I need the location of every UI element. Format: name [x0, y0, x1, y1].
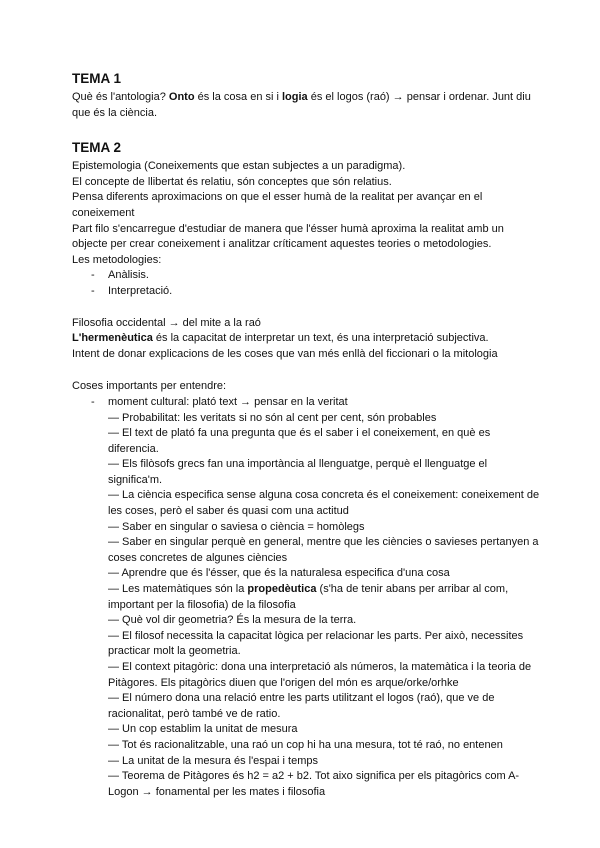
- method-label: Interpretació.: [108, 284, 173, 297]
- list-dash: -: [91, 395, 95, 408]
- coses-sub-item: — Saber en singular perquè en general, mentre que les ciències o savieses pertanyen a coses concretes de algunes ciències: [108, 536, 539, 564]
- bold-term-logia: logia: [282, 91, 308, 103]
- text-run: és la capacitat de interpretar un text, és una interpretació subjectiva.: [152, 332, 489, 345]
- text-run: (s'ha de tenir abans per arribar al com, important per la filosofia) de la filosofia: [108, 583, 509, 611]
- tema2-heading: TEMA 2: [72, 140, 122, 156]
- coses-sub-item: — Teorema de Pitàgores és h2 = a2 + b2. Tot aixo significa per els pitagòrics com A-Logon → fonamental per les mates i filosofia: [108, 770, 520, 798]
- coses-sub-item: — La ciència especifica sense alguna cosa concreta és el coneixement: coneixement de les coses, però el saber és quasi com una actitud: [108, 489, 540, 518]
- tema1-heading: TEMA 1: [72, 71, 122, 86]
- filosofia-line: Filosofia occidental → del mite a la raó: [72, 316, 261, 329]
- coses-sub-item: — El filosof necessita la capacitat lògica per relacionar les parts. Per això, necessites practicar molt la geometria.: [108, 629, 524, 658]
- coses-main-label: moment cultural: plató text → pensar en la veritat: [108, 395, 348, 408]
- tema2-line: Pensa diferents aproximacions on que el esser humà de la realitat per avançar en el coneixement: [72, 191, 483, 219]
- tema2-line: Les metodologies:: [72, 253, 162, 266]
- text-run: — Les matemàtiques són la: [108, 583, 248, 596]
- tema1-paragraph: [72, 90, 542, 121]
- method-item: [72, 268, 542, 284]
- coses-sub-item: — Què vol dir geometria? És la mesura de la terra.: [108, 614, 357, 627]
- document-page: [72, 71, 542, 800]
- bold-term-hermeneutica: L'hermenèutica: [72, 332, 153, 345]
- filosofia-line: Intent de donar explicacions de les coses que van més enllà del ficcionari o la mitologia: [72, 347, 498, 360]
- coses-sub-item: — Els filòsofs grecs fan una importància al llenguatge, perquè el llenguatge el significa'm.: [108, 458, 488, 486]
- coses-sub-item: — La unitat de la mesura és l'espai i temps: [108, 754, 318, 767]
- tema2-line: El concepte de llibertat és relatiu, són conceptes que són relatius.: [72, 175, 392, 188]
- text-run: Què és l'antologia?: [72, 91, 169, 103]
- method-label: Anàlisis.: [108, 269, 149, 282]
- coses-sub-item: — Saber en singular o saviesa o ciència = homòlegs: [108, 520, 365, 533]
- coses-sub-item: — El número dona una relació entre les parts utilitzant el logos (raó), que ve de racionalitat, però també ve de ratio.: [108, 692, 495, 720]
- method-item: [72, 284, 542, 300]
- hermeneutica-line: [72, 331, 542, 347]
- list-dash: -: [91, 284, 95, 297]
- coses-heading: Coses importants per entendre:: [72, 380, 227, 393]
- bold-term-onto: Onto: [168, 91, 195, 103]
- coses-sub-item: — Aprendre que és l'ésser, que és la naturalesa especifica d'una cosa: [108, 567, 450, 580]
- text-run: és la cosa en si i: [194, 91, 282, 103]
- coses-sub-item: — Tot és racionalitzable, una raó un cop hi ha una mesura, tot té raó, no entenen: [108, 738, 503, 751]
- coses-sub-item: — Probabilitat: les veritats si no són al cent per cent, són probables: [108, 411, 437, 424]
- text-run: és el logos (raó) → pensar i ordenar. Junt diu que és la ciència.: [72, 91, 531, 119]
- coses-sub-item: — Un cop establim la unitat de mesura: [108, 723, 298, 736]
- coses-main-item: [72, 395, 542, 411]
- coses-sub-item-propedeutica: [72, 582, 542, 613]
- list-dash: -: [91, 269, 95, 282]
- tema2-line: Epistemologia (Coneixements que estan subjectes a un paradigma).: [72, 160, 406, 173]
- coses-sub-item: — El text de plató fa una pregunta que és el saber i el coneixement, en què es diferencia.: [108, 427, 491, 455]
- bold-term-propedeutica: propedèutica: [247, 583, 317, 596]
- coses-sub-item: — El context pitagòric: dona una interpretació als números, la matemàtica i la teoria de Pitàgores. Els pitagòrics diuen que l'origen del món es arque/orke/orhke: [108, 661, 532, 689]
- tema2-line: Part filo s'encarregue d'estudiar de manera que l'ésser humà aproxima la realitat amb un objecte per crear coneixement i analitzar críticament aquestes teories o metodologies.: [72, 222, 504, 251]
